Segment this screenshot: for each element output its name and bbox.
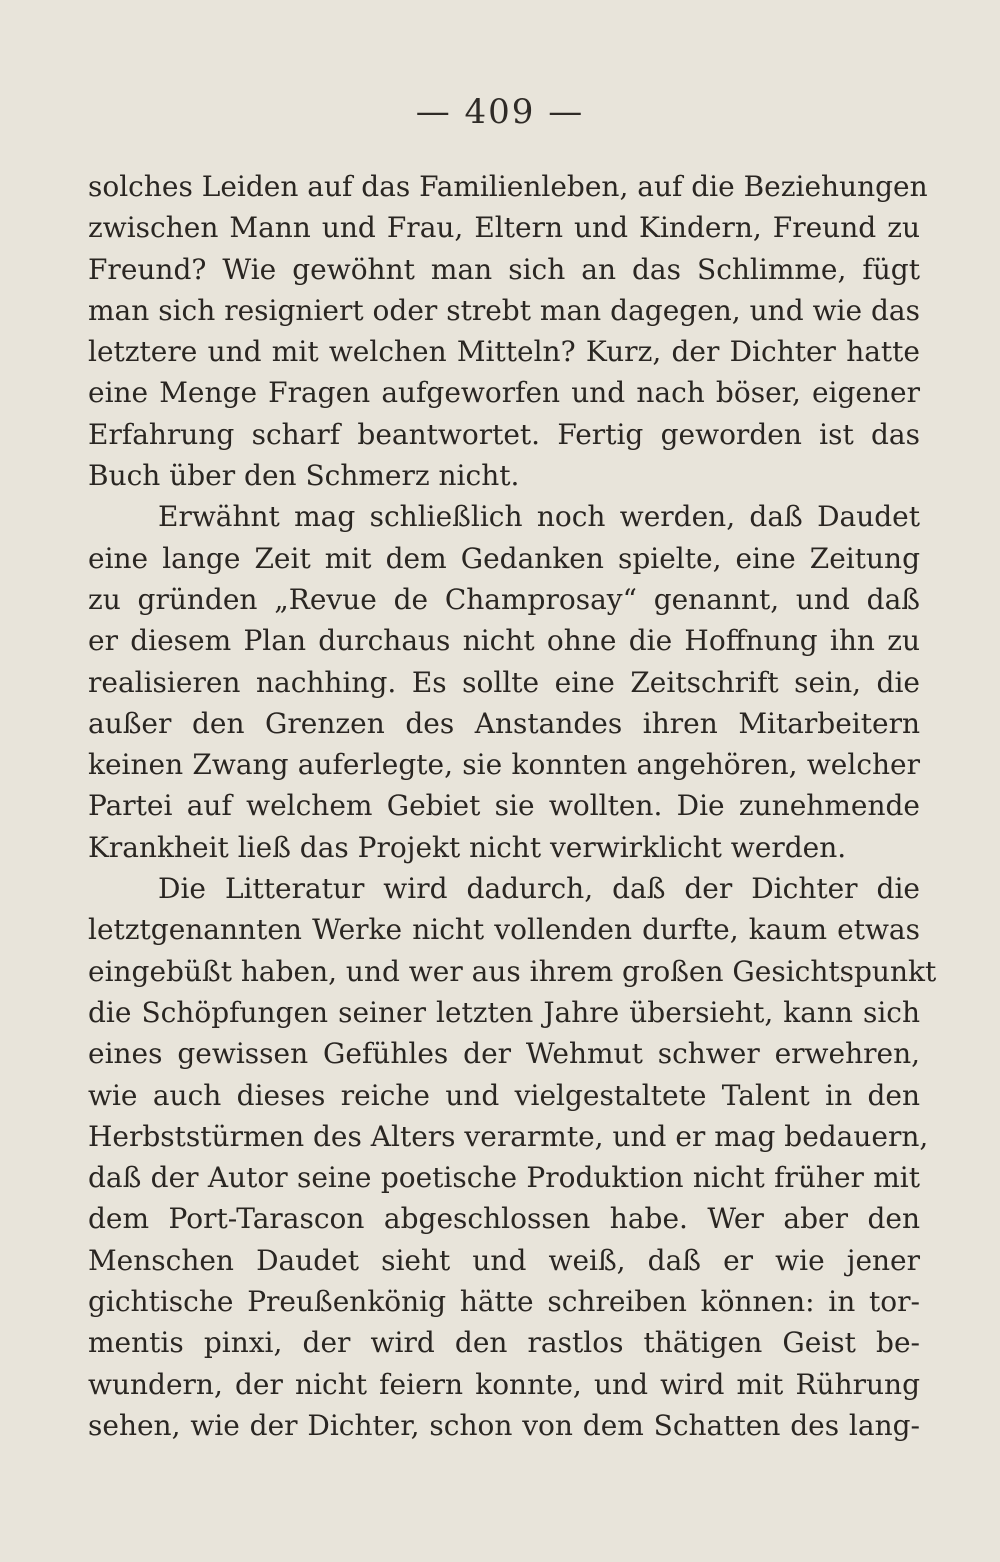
text-line: eine lange Zeit mit dem Gedanken spielte, eine Zeitung (88, 541, 920, 575)
text-line: zu gründen „Revue de Champrosay“ genannt, und daß (88, 582, 920, 616)
text-line: Herbststürmen des Alters verarmte, und er mag bedauern, (88, 1119, 929, 1153)
text-line: gichtische Preußenkönig hätte schreiben können: in tor- (88, 1285, 920, 1319)
text-line: Erfahrung scharf beantwortet. Fertig geworden ist das (88, 417, 920, 451)
text-line: Freund? Wie gewöhnt man sich an das Schlimme, fügt (88, 252, 920, 286)
page-number: — 409 — (415, 92, 585, 132)
paragraph-last-line: Buch über den Schmerz nicht. (88, 459, 520, 493)
text-line: daß der Autor seine poetische Produktion nicht früher mit (88, 1161, 920, 1195)
text-line: letztere und mit welchen Mitteln? Kurz, der Dichter hatte (88, 335, 920, 369)
text-line: Menschen Daudet sieht und weiß, daß er wie jener (88, 1243, 920, 1277)
text-line: letztgenannten Werke nicht vollenden durfte, kaum etwas (88, 913, 920, 947)
paragraph-last-line: Krankheit ließ das Projekt nicht verwirklicht werden. (88, 830, 847, 864)
text-line: sehen, wie der Dichter, schon von dem Schatten des lang- (88, 1408, 920, 1442)
text-line: die Schöpfungen seiner letzten Jahre übersieht, kann sich (88, 995, 920, 1029)
text-line: wie auch dieses reiche und vielgestaltete Talent in den (88, 1078, 920, 1112)
text-line: solches Leiden auf das Familienleben, auf die Beziehungen (88, 170, 928, 203)
text-line: eines gewissen Gefühles der Wehmut schwer erwehren, (88, 1037, 920, 1071)
text-line: Partei auf welchem Gebiet sie wollten. Die zunehmende (88, 789, 920, 823)
text-line: keinen Zwang auferlegte, sie konnten angehören, welcher (88, 748, 920, 782)
text-line: zwischen Mann und Frau, Eltern und Kindern, Freund zu (88, 211, 920, 245)
text-line: dem Port-Tarascon abgeschlossen habe. Wer aber den (88, 1202, 920, 1236)
text-line: realisieren nachhing. Es sollte eine Zeitschrift sein, die (88, 665, 920, 699)
text-line: wundern, der nicht feiern konnte, und wird mit Rührung (88, 1367, 920, 1401)
text-line: man sich resigniert oder strebt man dagegen, und wie das (88, 293, 920, 327)
paragraph-first-line: Die Litteratur wird dadurch, daß der Dichter die (158, 872, 920, 906)
body-text (88, 166, 937, 1446)
paragraph-first-line: Erwähnt mag schließlich noch werden, daß Daudet (158, 500, 920, 534)
text-line: außer den Grenzen des Anstandes ihren Mitarbeitern (88, 706, 920, 740)
text-line: er diesem Plan durchaus nicht ohne die Hoffnung ihn zu (88, 624, 920, 658)
text-line: eingebüßt haben, und wer aus ihrem großen Gesichtspunkt (88, 954, 937, 988)
text-line: eine Menge Fragen aufgeworfen und nach böser, eigener (88, 376, 920, 410)
text-line: mentis pinxi, der wird den rastlos thätigen Geist be- (88, 1326, 920, 1360)
